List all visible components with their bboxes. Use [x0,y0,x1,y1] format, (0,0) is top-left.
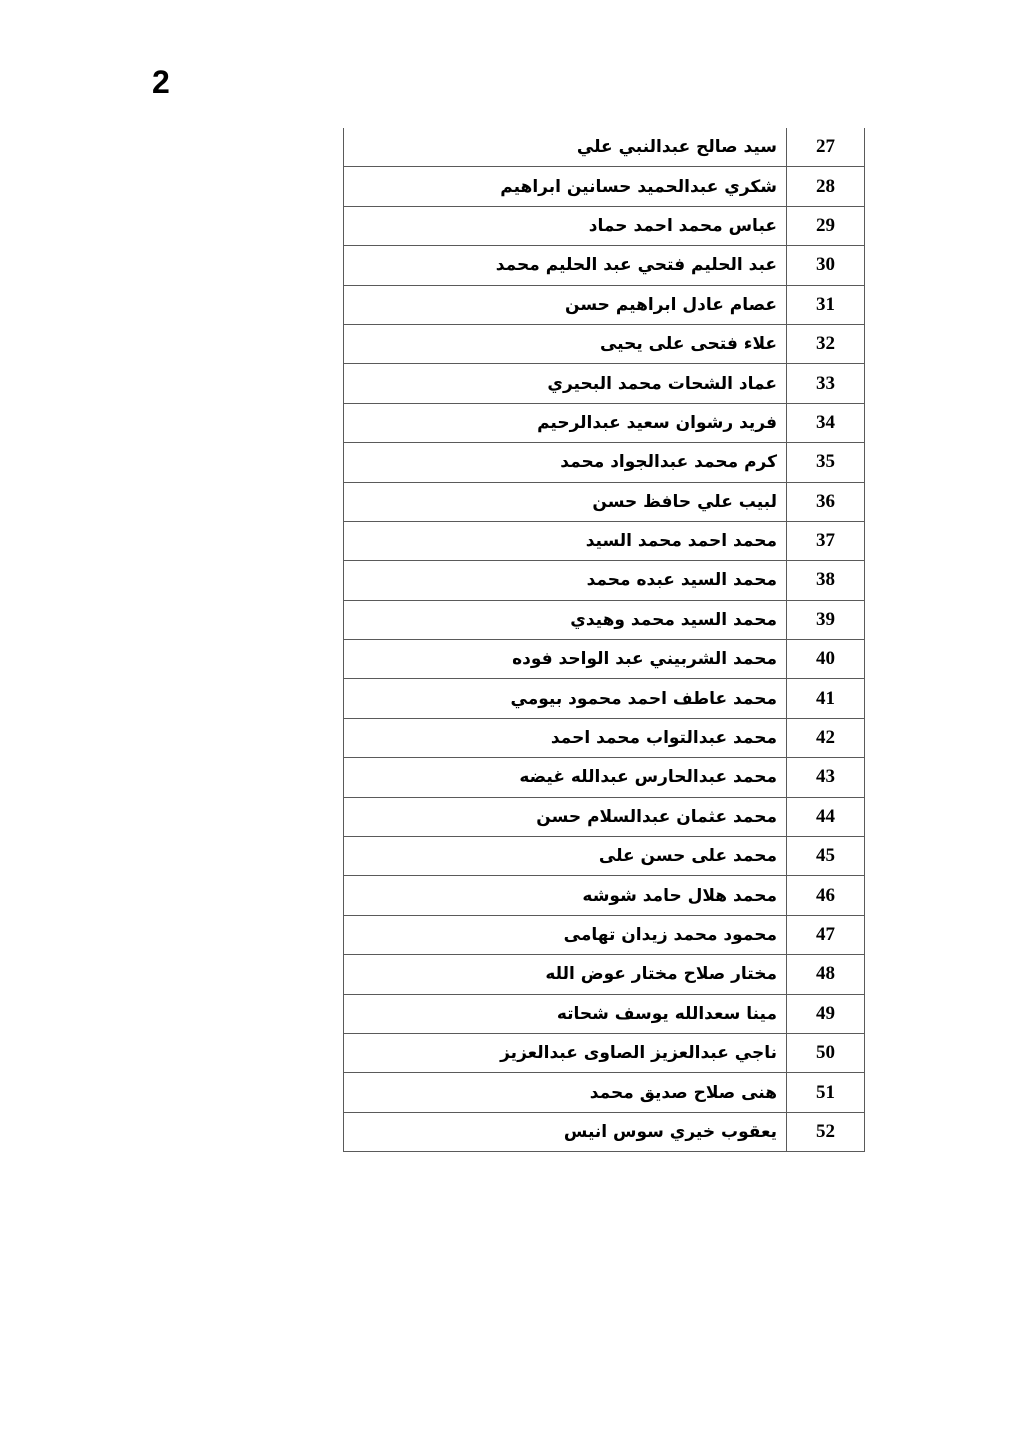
person-name: محمد السيد محمد وهيدي [344,600,787,639]
table-row [344,324,865,363]
table-row [344,1033,865,1072]
table-row [344,758,865,797]
row-number: 48 [787,955,865,994]
person-name: ناجي عبدالعزيز الصاوى عبدالعزيز [344,1033,787,1072]
table-row [344,718,865,757]
row-number: 33 [787,364,865,403]
row-number: 43 [787,758,865,797]
person-name: عصام عادل ابراهيم حسن [344,285,787,324]
person-name: محمد الشربيني عبد الواحد فوده [344,640,787,679]
row-number: 32 [787,324,865,363]
table-row [344,876,865,915]
row-number: 52 [787,1112,865,1151]
person-name: شكري عبدالحميد حسانين ابراهيم [344,167,787,206]
table-row [344,521,865,560]
person-name: محمد احمد محمد السيد [344,521,787,560]
row-number: 41 [787,679,865,718]
table-row [344,364,865,403]
row-number: 27 [787,128,865,167]
row-number: 45 [787,837,865,876]
table-row [344,679,865,718]
row-number: 36 [787,482,865,521]
person-name: فريد رشوان سعيد عبدالرحيم [344,403,787,442]
table-row [344,1112,865,1151]
table-row [344,128,865,167]
row-number: 51 [787,1073,865,1112]
row-number: 42 [787,718,865,757]
table-row [344,640,865,679]
row-number: 28 [787,167,865,206]
person-name: محمد السيد عبده محمد [344,561,787,600]
row-number: 49 [787,994,865,1033]
table-row [344,837,865,876]
table-row [344,246,865,285]
person-name: محمد عبدالتواب محمد احمد [344,718,787,757]
person-name: محمد عاطف احمد محمود بيومي [344,679,787,718]
row-number: 35 [787,443,865,482]
table-row [344,600,865,639]
row-number: 31 [787,285,865,324]
person-name: لبيب علي حافظ حسن [344,482,787,521]
row-number: 29 [787,206,865,245]
table-row [344,167,865,206]
table-row [344,561,865,600]
person-name: محمد على حسن على [344,837,787,876]
person-name: محمد هلال حامد شوشه [344,876,787,915]
row-number: 44 [787,797,865,836]
person-name: محمد عبدالحارس عبدالله غيضه [344,758,787,797]
person-name: يعقوب خيري سوس انيس [344,1112,787,1151]
table-row [344,403,865,442]
person-name: عباس محمد احمد حماد [344,206,787,245]
table-row [344,955,865,994]
row-number: 46 [787,876,865,915]
person-name: محمود محمد زيدان تهامى [344,915,787,954]
row-number: 37 [787,521,865,560]
person-name: عماد الشحات محمد البحيري [344,364,787,403]
person-name: سيد صالح عبدالنبي علي [344,128,787,167]
table-row [344,797,865,836]
table-row [344,443,865,482]
table-row [344,915,865,954]
table-row [344,285,865,324]
row-number: 34 [787,403,865,442]
person-name: كرم محمد عبدالجواد محمد [344,443,787,482]
person-name: علاء فتحى على يحيى [344,324,787,363]
row-number: 47 [787,915,865,954]
row-number: 38 [787,561,865,600]
person-name: مينا سعدالله يوسف شحاته [344,994,787,1033]
person-name: مختار صلاح مختار عوض الله [344,955,787,994]
row-number: 50 [787,1033,865,1072]
person-name: عبد الحليم فتحي عبد الحليم محمد [344,246,787,285]
page-number: 2 [152,64,170,100]
row-number: 39 [787,600,865,639]
row-number: 30 [787,246,865,285]
person-name: هنى صلاح صديق محمد [344,1073,787,1112]
names-table [343,128,865,1152]
table-row [344,206,865,245]
row-number: 40 [787,640,865,679]
table-row [344,994,865,1033]
table-row [344,1073,865,1112]
person-name: محمد عثمان عبدالسلام حسن [344,797,787,836]
table-row [344,482,865,521]
